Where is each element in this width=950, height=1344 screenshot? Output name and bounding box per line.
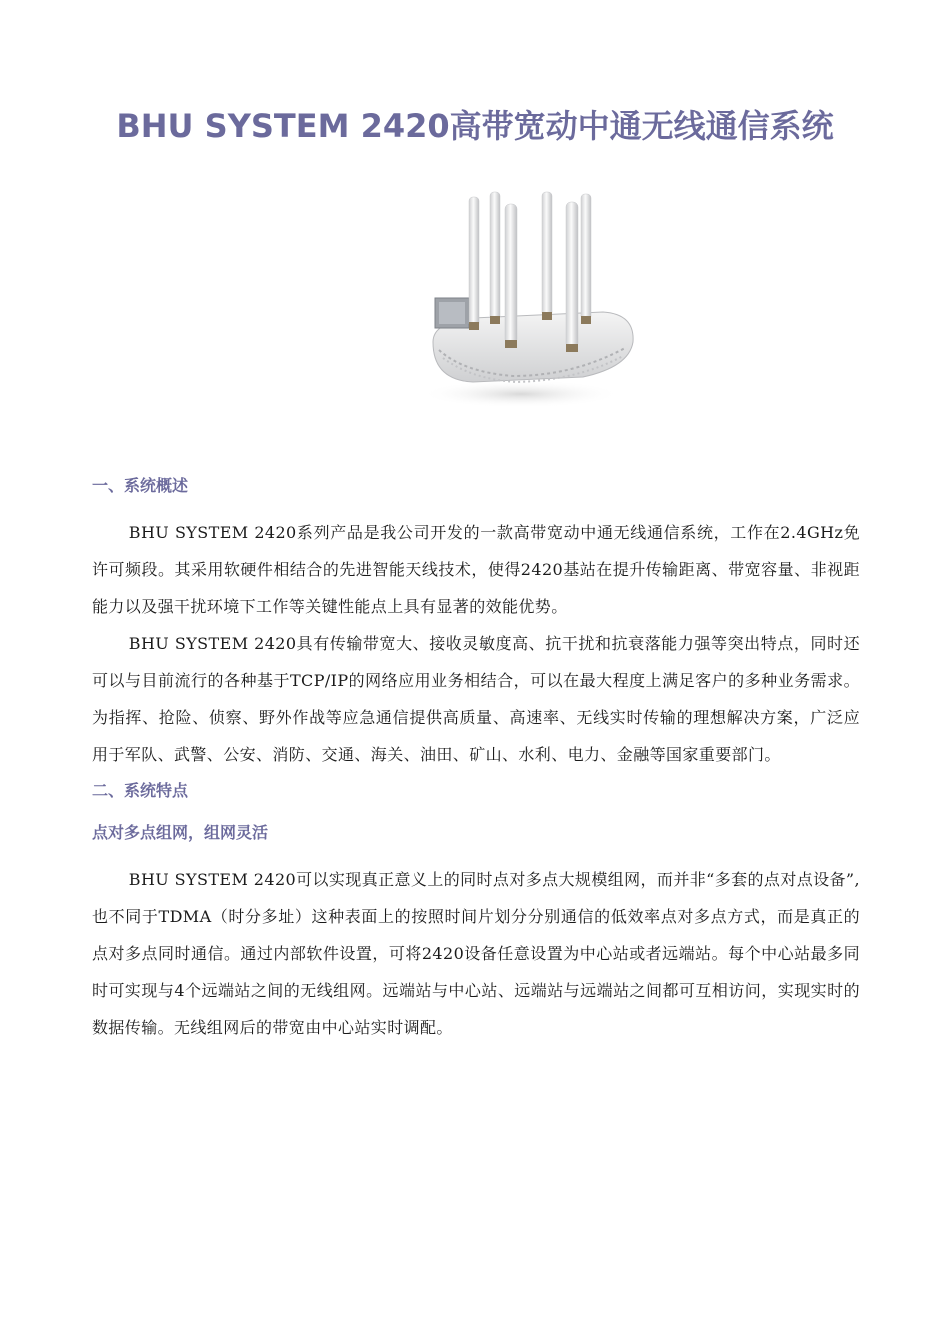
section-heading-overview: 一、系统概述 <box>92 476 189 495</box>
document-body <box>92 472 860 1046</box>
paragraph: BHU SYSTEM 2420可以实现真正意义上的同时点对多点大规模组网，而并非“多套的点对点设备”,也不同于TDMA（时分多址）这种表面上的按照时间片划分分别通信的低效率点对多点方式，而是真正的点对多点同时通信。通过内部软件设置，可将2420设备任意设置为中心站或者远端站。每个中心站最多同时可实现与4个远端站之间的无线组网。远端站与中心站、远端站与远端站之间都可互相访问，实现实时的数据传输。无线组网后的带宽由中心站实时调配。 <box>92 870 860 1037</box>
paragraph: BHU SYSTEM 2420系列产品是我公司开发的一款高带宽动中通无线通信系统，工作在2.4GHz免许可频段。其采用软硬件相结合的先进智能天线技术，使得2420基站在提升传输距离、带宽容量、非视距能力以及强干扰环境下工作等关键性能点上具有显著的效能优势。 <box>92 523 860 616</box>
sub-heading-networking: 点对多点组网，组网灵活 <box>92 823 269 842</box>
product-photo <box>403 172 643 412</box>
section-heading-features: 二、系统特点 <box>92 781 189 800</box>
page-title: BHU SYSTEM 2420高带宽动中通无线通信系统 <box>116 107 834 145</box>
paragraph: BHU SYSTEM 2420具有传输带宽大、接收灵敏度高、抗干扰和抗衰落能力强等突出特点，同时还可以与目前流行的各种基于TCP/IP的网络应用业务相结合，可以在最大程度上满足客户的多种业务需求。为指挥、抢险、侦察、野外作战等应急通信提供高质量、高速率、无线实时传输的理想解决方案，广泛应用于军队、武警、公安、消防、交通、海关、油田、矿山、水利、电力、金融等国家重要部门。 <box>92 634 860 764</box>
